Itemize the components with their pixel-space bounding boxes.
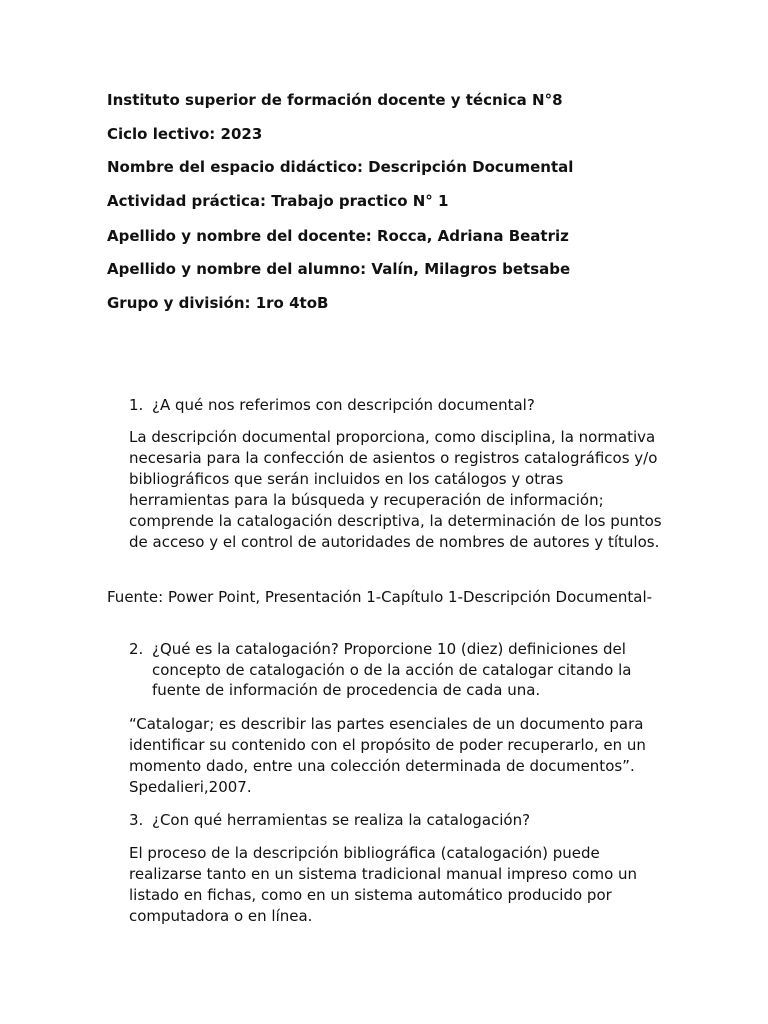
question-text: ¿A qué nos referimos con descripción documental? [152,396,535,414]
question-1 [129,395,669,416]
question-text: ¿Con qué herramientas se realiza la catalogación? [152,811,531,829]
source-1: Fuente: Power Point, Presentación 1-Capítulo 1-Descripción Documental- [107,588,653,606]
question-text: ¿Qué es la catalogación? Proporcione 10 (diez) definiciones del concepto de catalogación o de la acción de catalogar citando la fuente de información de procedencia de cada una. [152,640,632,699]
student-line: Apellido y nombre del alumno: Valín, Milagros betsabe [107,260,571,278]
answer-3: El proceso de la descripción bibliográfica (catalogación) puede realizarse tanto en un sistema tradicional manual impreso como un listado en fichas, como en un sistema automático producido por computadora o en línea. [129,844,638,925]
question-3 [129,810,669,831]
question-number: 2. [129,640,144,658]
group-line: Grupo y división: 1ro 4toB [107,294,329,312]
activity-line: Actividad práctica: Trabajo practico N° 1 [107,192,449,210]
question-number: 3. [129,811,144,829]
teacher-line: Apellido y nombre del docente: Rocca, Adriana Beatriz [107,227,569,245]
institute-line: Instituto superior de formación docente y técnica N°8 [107,91,563,109]
answer-2: “Catalogar; es describir las partes esenciales de un documento para identificar su contenido con el propósito de poder recuperarlo, en un momento dado, entre una colección determinada de documentos”. Spedalieri,2007. [129,715,646,796]
question-2 [129,639,649,701]
answer-1: La descripción documental proporciona, como disciplina, la normativa necesaria para la confección de asientos o registros catalográficos y/o bibliográficos que serán incluidos en los catálogos y otras herramientas para la búsqueda y recuperación de información; comprende la catalogación descriptiva, la determinación de los puntos de acceso y el control de autoridades de nombres de autores y títulos. [129,428,662,551]
subject-line: Nombre del espacio didáctico: Descripción Documental [107,158,574,176]
question-number: 1. [129,396,144,414]
cycle-line: Ciclo lectivo: 2023 [107,125,263,143]
